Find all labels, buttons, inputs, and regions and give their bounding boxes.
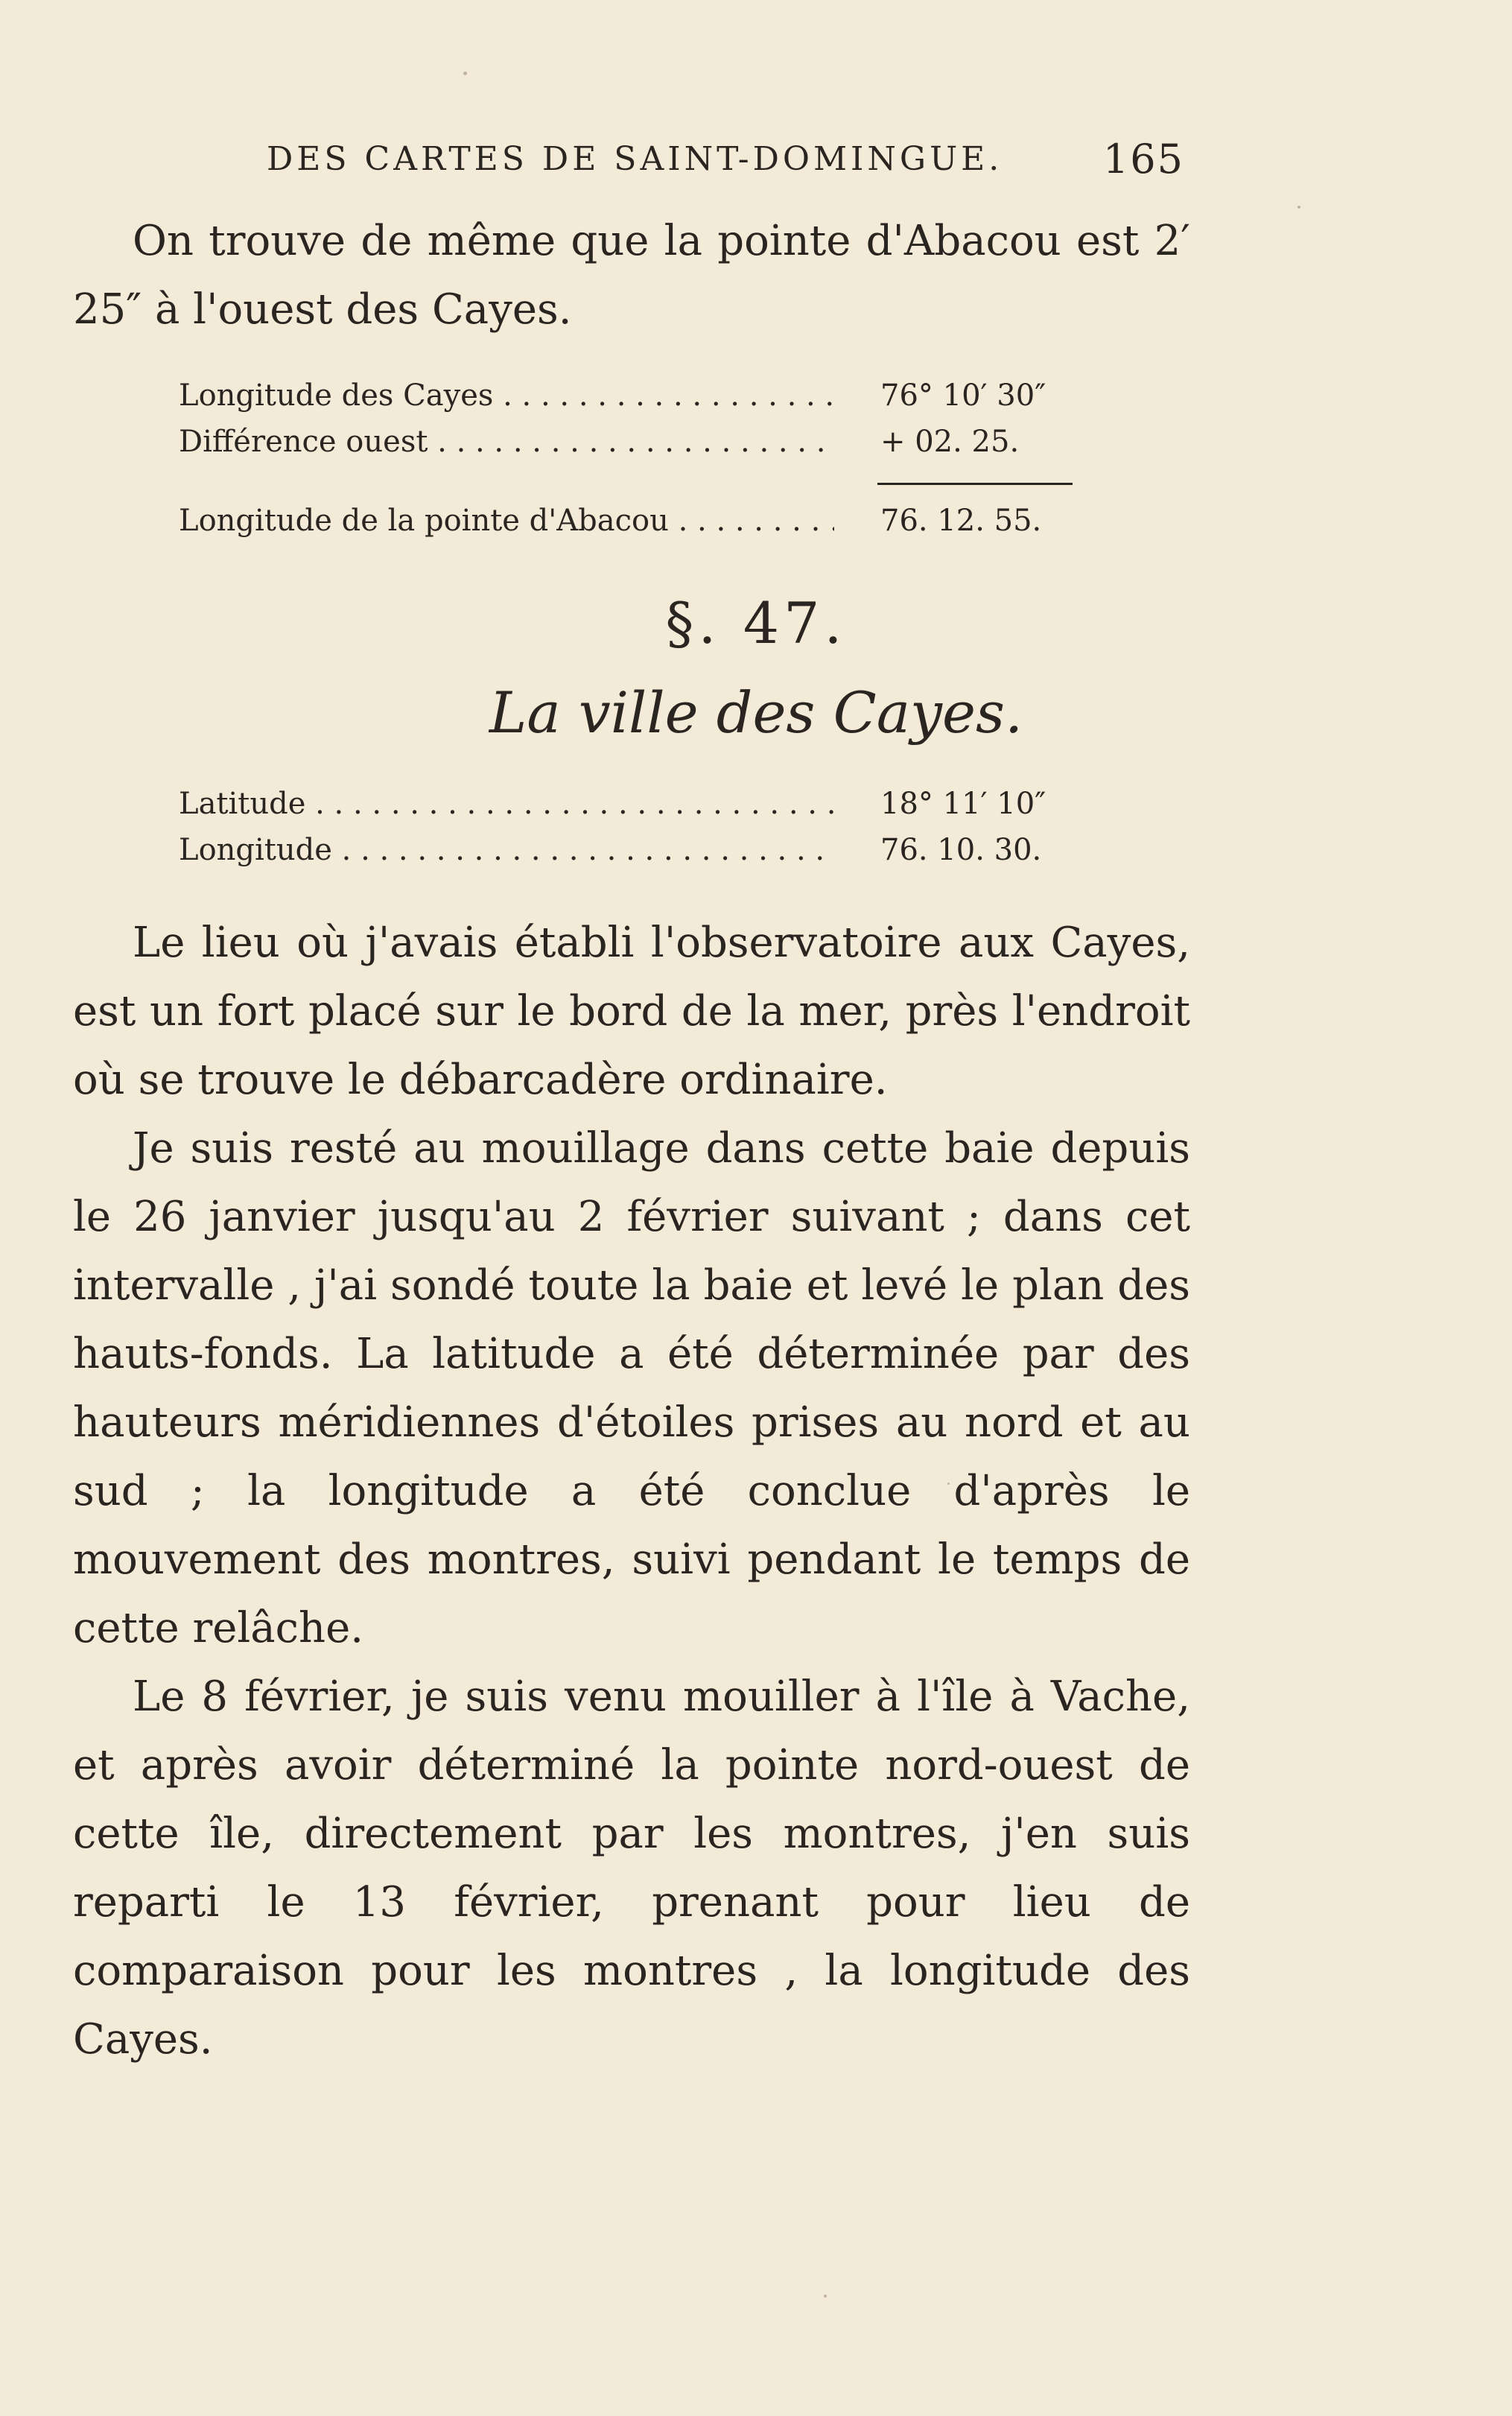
body-text (73, 909, 1190, 2074)
section-title: La ville des Cayes. (489, 679, 1023, 746)
row-label: Longitude de la pointe d'Abacou . . . (179, 498, 834, 544)
intro-paragraph (73, 207, 1190, 344)
table-row (179, 372, 1073, 419)
row-value: 76. 10. 30. (874, 827, 1041, 873)
paper-speck (824, 2295, 827, 2298)
longitude-table (179, 372, 1073, 465)
row-label: Longitude des Cayes . . . (179, 372, 834, 419)
paper-speck (1297, 206, 1300, 209)
paragraph: Le 8 février, je suis venu mouiller à l'île à Vache, et après avoir déterminé la pointe nord-ouest de cette île, directement par les montres, j'en suis reparti le 13 février, prenant pour lieu de comparaison pour les montres , la longitude des Cayes. (73, 1673, 1190, 2064)
table-row (179, 827, 1073, 873)
coordinates-table (179, 781, 1073, 873)
longitude-result (179, 498, 1073, 544)
table-row (179, 781, 1073, 827)
paragraph: Le lieu où j'avais établi l'observatoire aux Cayes, est un fort placé sur le bord de la mer, près l'endroit où se trouve le débarcadère ordinaire. (73, 919, 1190, 1104)
table-row (179, 498, 1073, 544)
row-value: 18° 11′ 10″ (874, 781, 1046, 827)
row-value: + 02. 25. (874, 419, 1019, 465)
paragraph: Je suis resté au mouillage dans cette baie depuis le 26 janvier jusqu'au 2 février suivant ; dans cet intervalle , j'ai sondé toute la baie et levé le plan des hauts-fonds. La latitude a été déterminée par des hauteurs méridiennes d'étoiles prises au nord et au sud ; la longitude a été conclue d'après le mouvement des montres, suivi pendant le temps de cette relâche. (73, 1124, 1190, 1652)
row-label: Longitude . . . (179, 827, 834, 873)
intro-text: On trouve de même que la pointe d'Abacou est 2′ 25″ à l'ouest des Cayes. (73, 217, 1190, 334)
table-row (179, 419, 1073, 465)
running-title: DES CARTES DE SAINT-DOMINGUE. (267, 140, 1003, 178)
paper-speck (463, 72, 467, 75)
row-value: 76° 10′ 30″ (874, 372, 1046, 419)
row-value: 76. 12. 55. (874, 498, 1041, 544)
page-number: 165 (1102, 136, 1184, 183)
row-label: Latitude . . . (179, 781, 834, 827)
section-number: §. 47. (665, 590, 847, 656)
sum-rule (877, 483, 1073, 485)
row-label: Différence ouest . . . (179, 419, 834, 465)
